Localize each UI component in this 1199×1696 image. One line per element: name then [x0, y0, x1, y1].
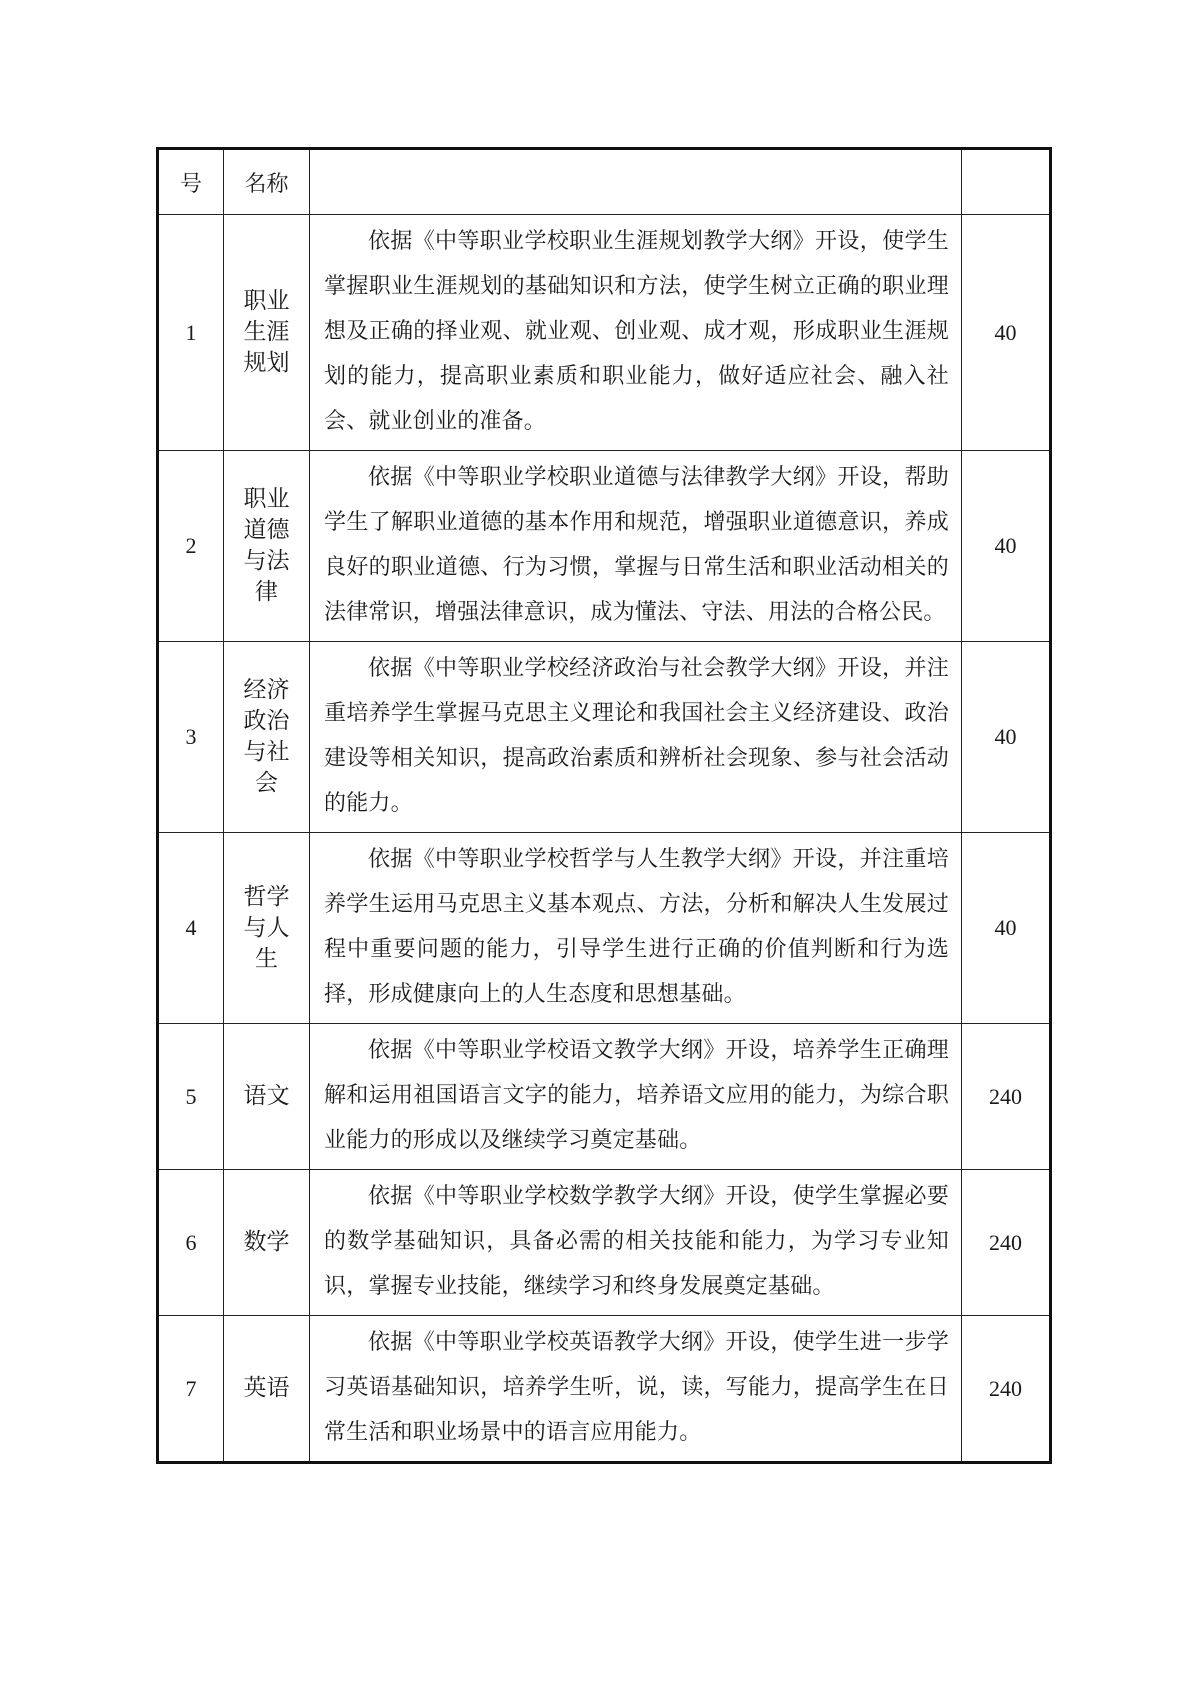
- row-name-cell: [224, 451, 310, 642]
- course-name: 经济政治与社会: [243, 677, 290, 796]
- course-name: 哲学与人生: [243, 883, 290, 972]
- course-name: 职业道德与法律: [243, 486, 290, 605]
- course-hours: 240: [962, 1024, 1051, 1170]
- course-description: 依据《中等职业学校职业生涯规划教学大纲》开设，使学生掌握职业生涯规划的基础知识和方法，使学生树立正确的职业理想及正确的择业观、就业观、创业观、成才观，形成职业生涯规划的能力，提高职业素质和职业能力，做好适应社会、融入社会、就业创业的准备。: [310, 215, 962, 451]
- course-hours: 40: [962, 833, 1051, 1024]
- header-description: [310, 149, 962, 215]
- course-table: [156, 147, 1052, 1464]
- row-name-cell: [224, 1170, 310, 1316]
- table-header-row: [158, 149, 1051, 215]
- course-description: 依据《中等职业学校英语教学大纲》开设，使学生进一步学习英语基础知识，培养学生听，说，读，写能力，提高学生在日常生活和职业场景中的语言应用能力。: [310, 1316, 962, 1463]
- course-description: 依据《中等职业学校数学教学大纲》开设，使学生掌握必要的数学基础知识，具备必需的相关技能和能力，为学习专业知识，掌握专业技能，继续学习和终身发展奠定基础。: [310, 1170, 962, 1316]
- row-name-cell: [224, 215, 310, 451]
- course-description: 依据《中等职业学校语文教学大纲》开设，培养学生正确理解和运用祖国语言文字的能力，培养语文应用的能力，为综合职业能力的形成以及继续学习奠定基础。: [310, 1024, 962, 1170]
- course-hours: 240: [962, 1170, 1051, 1316]
- table-row: [158, 1024, 1051, 1170]
- course-hours: 40: [962, 215, 1051, 451]
- header-name: 名称: [224, 149, 310, 215]
- course-name: 语文: [243, 1083, 290, 1109]
- course-hours: 240: [962, 1316, 1051, 1463]
- header-hours: [962, 149, 1051, 215]
- table-row: [158, 833, 1051, 1024]
- course-description: 依据《中等职业学校职业道德与法律教学大纲》开设，帮助学生了解职业道德的基本作用和规范，增强职业道德意识，养成良好的职业道德、行为习惯，掌握与日常生活和职业活动相关的法律常识，增强法律意识，成为懂法、守法、用法的合格公民。: [310, 451, 962, 642]
- row-no: 3: [158, 642, 224, 833]
- table-row: [158, 215, 1051, 451]
- course-description: 依据《中等职业学校经济政治与社会教学大纲》开设，并注重培养学生掌握马克思主义理论和我国社会主义经济建设、政治建设等相关知识，提高政治素质和辨析社会现象、参与社会活动的能力。: [310, 642, 962, 833]
- row-no: 4: [158, 833, 224, 1024]
- row-name-cell: [224, 833, 310, 1024]
- row-name-cell: [224, 1024, 310, 1170]
- row-no: 1: [158, 215, 224, 451]
- row-no: 6: [158, 1170, 224, 1316]
- course-description: 依据《中等职业学校哲学与人生教学大纲》开设，并注重培养学生运用马克思主义基本观点、方法，分析和解决人生发展过程中重要问题的能力，引导学生进行正确的价值判断和行为选择，形成健康向上的人生态度和思想基础。: [310, 833, 962, 1024]
- course-name: 数学: [243, 1229, 290, 1255]
- row-no: 7: [158, 1316, 224, 1463]
- course-hours: 40: [962, 642, 1051, 833]
- row-name-cell: [224, 642, 310, 833]
- table-row: [158, 1170, 1051, 1316]
- course-hours: 40: [962, 451, 1051, 642]
- table-row: [158, 1316, 1051, 1463]
- table-row: [158, 642, 1051, 833]
- course-name: 英语: [243, 1375, 290, 1401]
- table-row: [158, 451, 1051, 642]
- row-no: 2: [158, 451, 224, 642]
- course-name: 职业生涯规划: [243, 288, 290, 376]
- row-name-cell: [224, 1316, 310, 1463]
- header-no: 号: [158, 149, 224, 215]
- row-no: 5: [158, 1024, 224, 1170]
